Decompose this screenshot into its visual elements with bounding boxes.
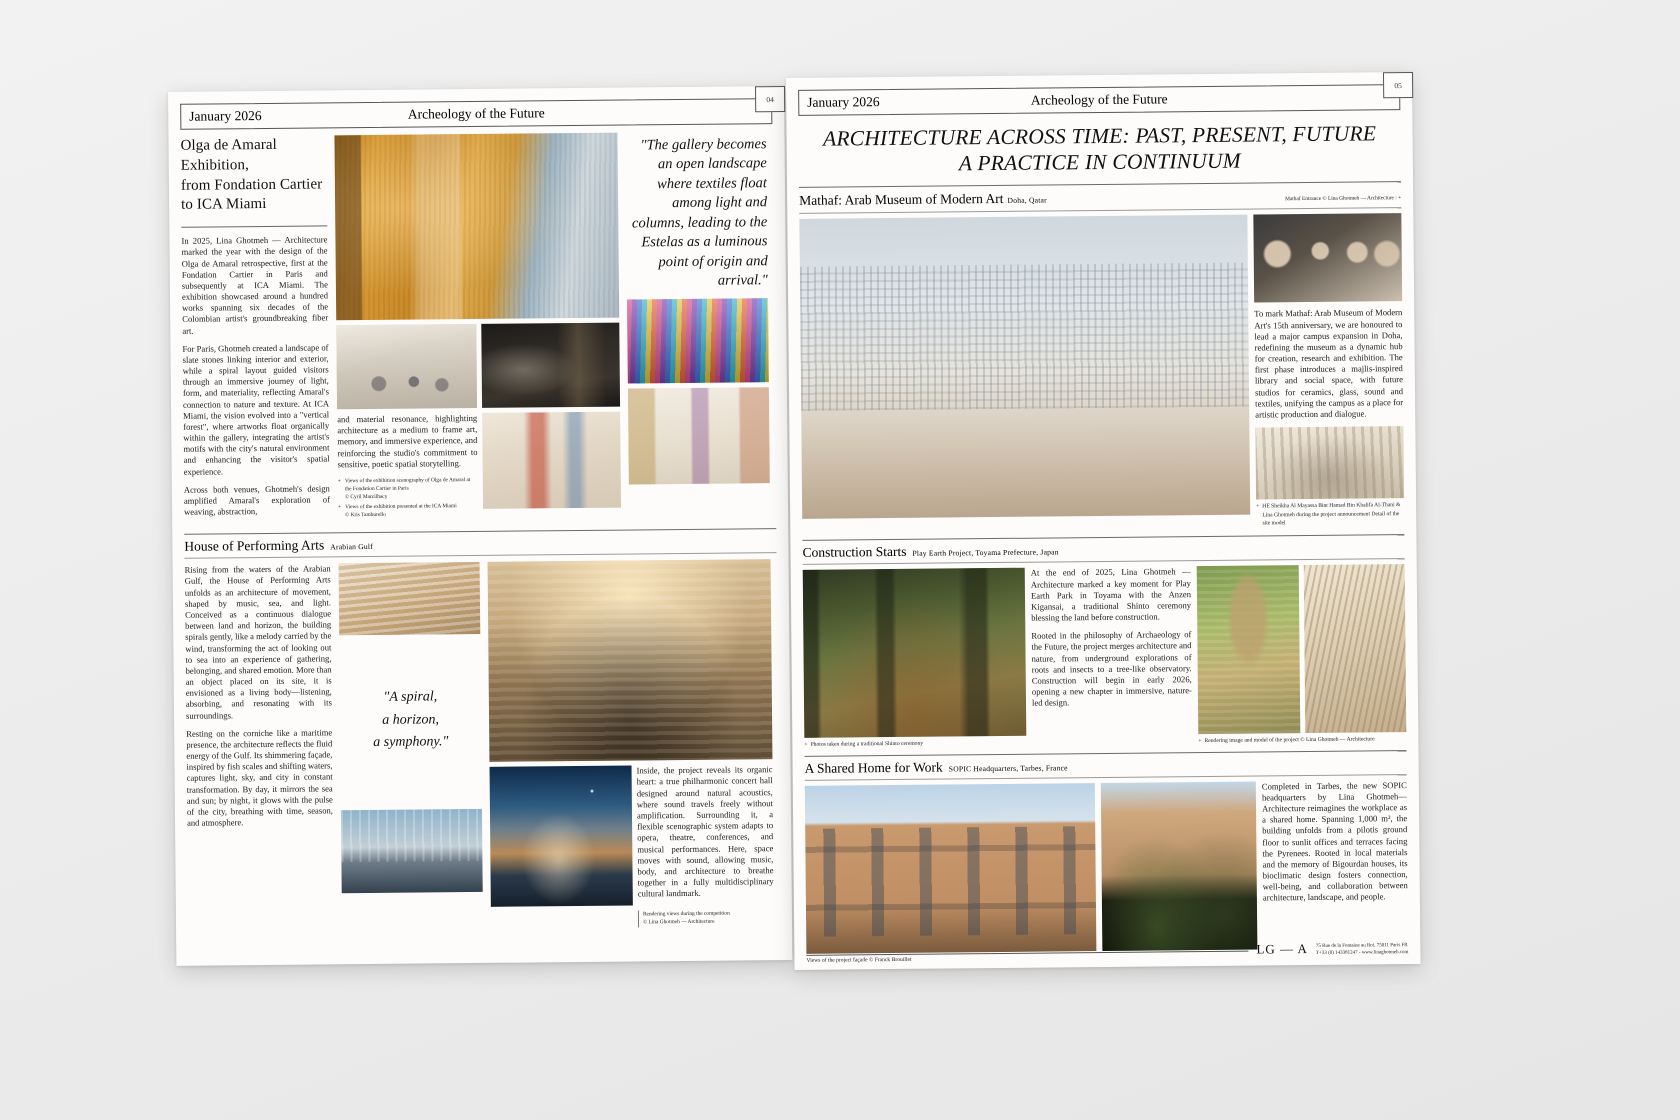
credit-play-earth-left — [804, 739, 1026, 750]
left-column-2 — [334, 133, 621, 524]
footer-rule — [806, 951, 1248, 956]
left-column-3 — [625, 131, 770, 521]
photo-mathaf-site-model — [1255, 426, 1404, 499]
hopa-body-right: Inside, the project reveals its organic heart: a true philharmonic concert hall designed around natural acoustics, where sound travels freely without amplification. Surrounding it, a flexible scenographic system adapts to opera, theatre, conferences, and musical performances. Here, space moves with sound, allowing music, body, and architecture to breathe together in a fully multidisciplinary cultural landmark. — [636, 764, 774, 899]
credit-text: Views of the exhibition scenography of Olga de Amaral at the Fondation Cartier in Paris — [344, 476, 471, 493]
photo-amaral-scenography-2 — [481, 323, 620, 408]
masthead-date: January 2026 — [807, 94, 880, 110]
photo-hopa-facade-detail — [339, 562, 481, 635]
hopa-body: Rising from the waters of the Arabian Gulf, the House of Performing Arts unfolds as an architecture of movement, shaped by music, sea, and light. Conceived as a continuous dialogue between land and horizon, the building spirals gently, like a melody carried by the wind, transforming the act of looking out to sea into an experience of gathering, belonging, and shared emotion. More than an object placed on its site, it is envisioned as a living body—listening, absorbing, and resonating with its surroundings. Resting on the corniche like a maritime presence, the architecture reflects the fluid energy of the Gulf. Its shimmering façade, inspired by fish scales and shifting waters, captures light, sky, and city in constant transformation. By day, it mirrors the sea and sun; by night, it glows with the pulse of the city, breathing with time, season, and atmosphere. — [184, 563, 333, 828]
credit-text: Rendering views during the competition — [642, 910, 730, 918]
credit-text-2: Shinto ceremony — [884, 741, 924, 748]
photo-mathaf-entrance — [799, 215, 1250, 519]
credit-hopa — [643, 910, 774, 927]
masthead-title: Archeology of the Future — [1030, 91, 1168, 108]
credit-marker: + — [1198, 738, 1202, 745]
play-earth-body: At the end of 2025, Lina Ghotmeh — Architecture marked a key moment for Play Earth Park in Toyama with the Anzen Kigansai, a traditional Shinto ceremony blessing the land before construction. Rooted in the philosophy of Archaeology of the Future, the project merges architecture and nature, from underground explorations of roots and insects to a tree-like observatory. Construction will begin in early 2026, opening a new chapter in immersive, nature-led design. — [1030, 566, 1192, 708]
credit-text-2: Detail of the site model — [1262, 510, 1400, 527]
credit-copyright: © Kris Tamburello — [345, 512, 386, 519]
logo-lga: LG — A — [1256, 941, 1308, 957]
mathaf-image-credit: Mathaf Entrance © Lina Ghotmeh — Architecture : + — [1285, 195, 1402, 203]
photo-mathaf-announcement — [1253, 214, 1402, 303]
article-body-column-1: In 2025, Lina Ghotmeh — Architecture marked the year with the design of the Olga de Amaral retrospective, first at the Fondation Cartier in Paris and subsequently at ICA Miami. The exhibition showcased around a hundred works spanning six decades of the Colombian artist's groundbreaking fiber art. For Paris, Ghotmeh created a landscape of slate stones linking interior and exterior, while a spiral layout guided visitors through an immersive journey of light, form, and materiality, reflecting Amaral's connection to nature and texture. At ICA Miami, the vision evolved into a "vertical forest", where artworks float organically within the gallery, integrating the artist's motifs with the city's natural environment and enhancing the visitor's spatial experience. Across both venues, Ghotmeh's design amplified Amaral's exploration of weaving, abstraction, — [181, 234, 330, 517]
credit-marker: + — [337, 478, 341, 485]
headline-rule — [181, 226, 327, 228]
photo-amaral-scenography-3 — [482, 412, 621, 509]
section-title-house-of-performing-arts: House of Performing Arts Arabian Gulf — [184, 537, 373, 555]
credit-marker: + — [804, 742, 808, 749]
section-title-mathaf: Mathaf: Arab Museum of Modern Art Doha, Qatar Mathaf Entrance © Lina Ghotmeh — Architecture : + — [799, 191, 1402, 209]
credit-text: Photos taken during a traditional — [810, 741, 884, 749]
page-headline: Olga de Amaral Exhibition, from Fondation Cartier to ICA Miami — [180, 136, 323, 214]
folio-left: 04 — [755, 86, 785, 112]
feature-title: ARCHITECTURE ACROSS TIME: PAST, PRESENT, FUTURE A PRACTICE IN CONTINUUM — [822, 121, 1377, 176]
credit-mathaf — [1256, 501, 1404, 528]
masthead-date: January 2026 — [189, 108, 262, 124]
photo-shinto-ceremony — [803, 568, 1027, 738]
credit-text: HE Sheikha Al Mayassa Bint Hamad Bin Khalifa Al-Thani & Lina Ghotmeh during the project announcement — [1262, 502, 1401, 518]
credit-copyright: © Lina Ghotmeh — Architecture — [642, 919, 715, 926]
credit-text-2: © Lina Ghotmeh — Architecture — [1300, 736, 1375, 744]
photo-amaral-textiles — [627, 299, 769, 384]
page-left — [168, 86, 792, 966]
masthead-left — [180, 98, 772, 130]
masthead-right — [798, 84, 1400, 116]
photo-hopa-concert-hall — [488, 559, 773, 762]
left-column-1 — [180, 135, 330, 525]
photo-hopa-night-view — [490, 766, 633, 907]
credit-copyright: © Cyril Marcilhacy — [344, 493, 388, 501]
photo-sopic-facade-night — [1101, 781, 1258, 950]
credit-play-earth-right — [1198, 735, 1406, 745]
credit-sopic: Views of the project façade © Franck Brouillet — [806, 956, 912, 964]
credits-block-amaral — [338, 476, 478, 520]
pull-quote: "The gallery becomes an open landscape where textiles float among light and columns, leading to the Estelas as a luminous point of origin and arrival." — [631, 136, 768, 289]
section-title-shared-home-for-work: A Shared Home for Work SOPIC Headquarters, Tarbes, France — [804, 759, 1068, 776]
photo-hopa-skyline — [341, 809, 483, 893]
masthead-title: Archeology of the Future — [407, 105, 545, 122]
footer-address: 75 Rue de la Fontaine au Roi, 75011 Paris FR T+33 (0) 143381247 - www.linaghotmeh.com — [1315, 942, 1409, 956]
photo-amaral-scenography-1 — [336, 324, 477, 409]
folio-right: 05 — [1383, 72, 1413, 98]
hopa-quote: "A spiral, a horizon, a symphony." — [373, 689, 449, 751]
photo-sopic-facade-day — [805, 783, 1097, 954]
photo-amaral-main — [334, 133, 619, 321]
credit-marker: + — [1256, 503, 1260, 510]
credit-marker: + — [337, 504, 342, 511]
section-title-construction-starts: Construction Starts Play Earth Project, Toyama Prefecture, Japan — [802, 544, 1059, 561]
photo-play-earth-rendering — [1197, 565, 1300, 734]
photo-amaral-gallery — [628, 388, 770, 485]
credit-text: Views of the exhibition presented at the ICA Miami — [345, 503, 457, 511]
sopic-body: Completed in Tarbes, the new SOPIC headquarters by Lina Ghotmeh—Architecture reimagines the workplace as a shared home. Spanning 1,000 m², the building unfolds from a pilotis ground floor to sunlit offices and terraces facing the Pyrenees. Rooted in local materials and the memory of Bigourdan houses, its bioclimatic design fosters connection, well-being, and collaboration between architecture, landscape, and people. — [1261, 779, 1408, 903]
article-body-column-2: and material resonance, highlighting architecture as a medium to frame art, memory, and immersive experience, and reinforcing the studio's commitment to sensitive, poetic spatial storytelling. — [337, 412, 478, 469]
credit-text: Rendering image and model of the project — [1204, 737, 1300, 745]
page-right — [786, 72, 1421, 970]
photo-play-earth-model — [1303, 564, 1406, 733]
mathaf-body: To mark Mathaf: Arab Museum of Modern Art's 15th anniversary, we are honoured to lead a major campus expansion in Doha, redefining the museum as a dynamic hub for creation, research and exhibition. The first phase introduces a majlis-inspired library and social space, with future studios for ceramics, glass, sound and textiles, unifying the campus as a place for artistic production and dialogue. — [1254, 307, 1404, 420]
